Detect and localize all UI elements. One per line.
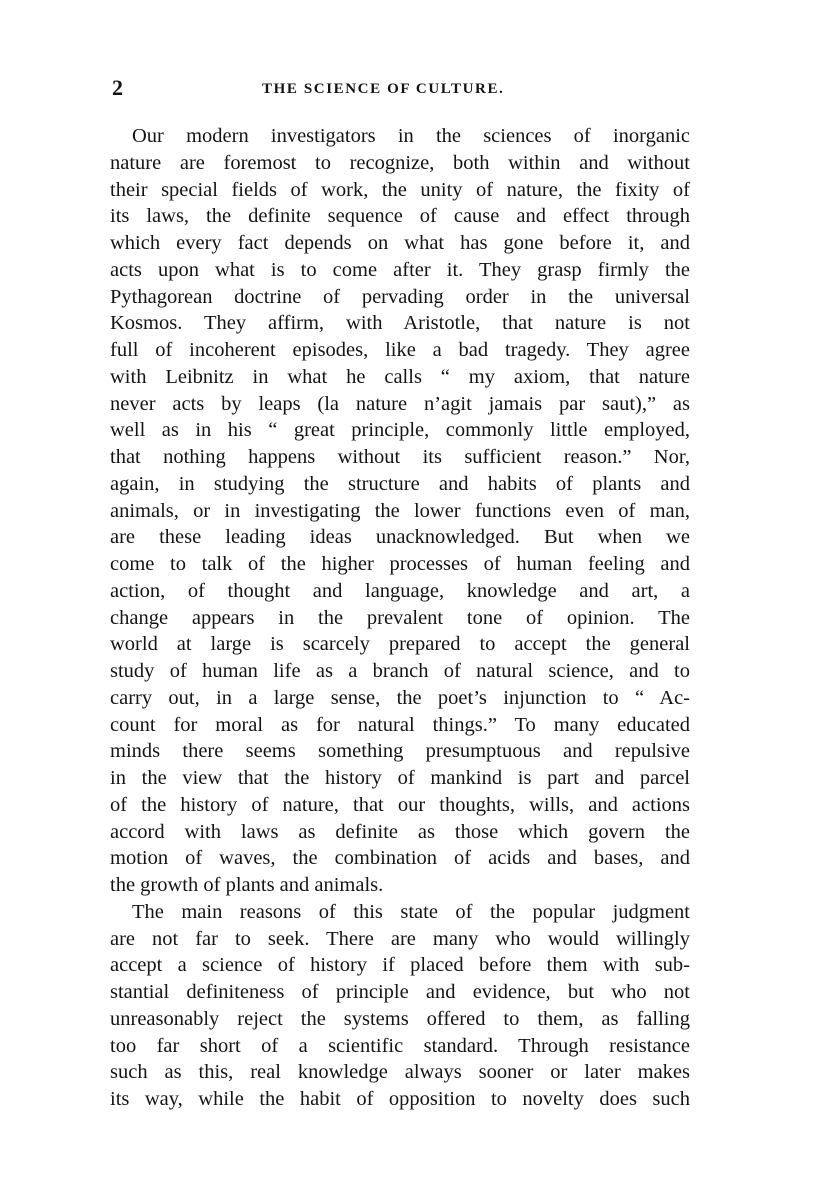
text-line: unreasonably reject the systems offered to them, as falling bbox=[110, 1007, 690, 1030]
paragraph bbox=[110, 123, 690, 899]
text-line: never acts by leaps (la nature n’agit jamais par saut),” as bbox=[110, 392, 690, 415]
text-line: accord with laws as definite as those which govern the bbox=[110, 820, 690, 843]
running-head bbox=[112, 76, 686, 100]
text-line: are these leading ideas unacknowledged. But when we bbox=[110, 526, 690, 549]
text-line: again, in studying the structure and habits of plants and bbox=[110, 472, 690, 495]
text-line: nature are foremost to recognize, both within and without bbox=[110, 151, 690, 174]
text-line: accept a science of history if placed before them with sub- bbox=[110, 954, 690, 977]
text-line: acts upon what is to come after it. They grasp firmly the bbox=[110, 258, 690, 281]
text-line: Pythagorean doctrine of pervading order in the universal bbox=[110, 285, 690, 308]
text-line: its laws, the definite sequence of cause and effect through bbox=[110, 205, 690, 228]
text-line: full of incoherent episodes, like a bad tragedy. They agree bbox=[110, 339, 690, 361]
text-line: world at large is scarcely prepared to accept the general bbox=[110, 633, 690, 656]
text-line: well as in his “ great principle, commonly little employed, bbox=[110, 419, 690, 442]
text-line: The main reasons of this state of the popular judgment bbox=[132, 900, 690, 923]
text-line: carry out, in a large sense, the poet’s injunction to “ Ac- bbox=[110, 686, 690, 709]
text-line: too far short of a scientific standard. Through resistance bbox=[110, 1034, 690, 1057]
text-line: action, of thought and language, knowledge and art, a bbox=[110, 579, 690, 602]
text-line: come to talk of the higher processes of human feeling and bbox=[110, 553, 690, 575]
text-line: with Leibnitz in what he calls “ my axiom, that nature bbox=[110, 365, 690, 388]
text-line: its way, while the habit of opposition to novelty does such bbox=[110, 1088, 690, 1110]
text-line: which every fact depends on what has gone before it, and bbox=[110, 232, 690, 254]
text-line: motion of waves, the combination of acids and bases, and bbox=[110, 847, 690, 870]
text-line: that nothing happens without its sufficient reason.” Nor, bbox=[110, 446, 690, 468]
text-line: in the view that the history of mankind is part and parcel bbox=[110, 767, 690, 789]
text-line: minds there seems something presumptuous and repulsive bbox=[110, 740, 690, 763]
text-line: such as this, real knowledge always sooner or later makes bbox=[110, 1061, 690, 1084]
text-line: animals, or in investigating the lower functions even of man, bbox=[110, 499, 690, 522]
running-title: THE SCIENCE OF CULTURE. bbox=[262, 81, 505, 97]
text-line: study of human life as a branch of natural science, and to bbox=[110, 660, 690, 682]
paragraph bbox=[110, 899, 690, 1113]
text-line: Kosmos. They affirm, with Aristotle, that nature is not bbox=[110, 312, 690, 335]
text-line: the growth of plants and animals. bbox=[110, 874, 384, 896]
text-line: Our modern investigators in the sciences of inorganic bbox=[132, 125, 690, 147]
paragraph-container bbox=[110, 123, 690, 1113]
page-number: 2 bbox=[112, 75, 123, 100]
text-line: their special fields of work, the unity of nature, the fixity of bbox=[110, 178, 690, 201]
text-line: of the history of nature, that our thoughts, wills, and actions bbox=[110, 793, 690, 816]
text-line: change appears in the prevalent tone of opinion. The bbox=[110, 606, 690, 629]
text-line: stantial definiteness of principle and evidence, but who not bbox=[110, 981, 690, 1003]
body-text bbox=[110, 123, 690, 1113]
text-line: are not far to seek. There are many who would willingly bbox=[110, 927, 690, 950]
text-line: count for moral as for natural things.” To many educated bbox=[110, 713, 690, 736]
